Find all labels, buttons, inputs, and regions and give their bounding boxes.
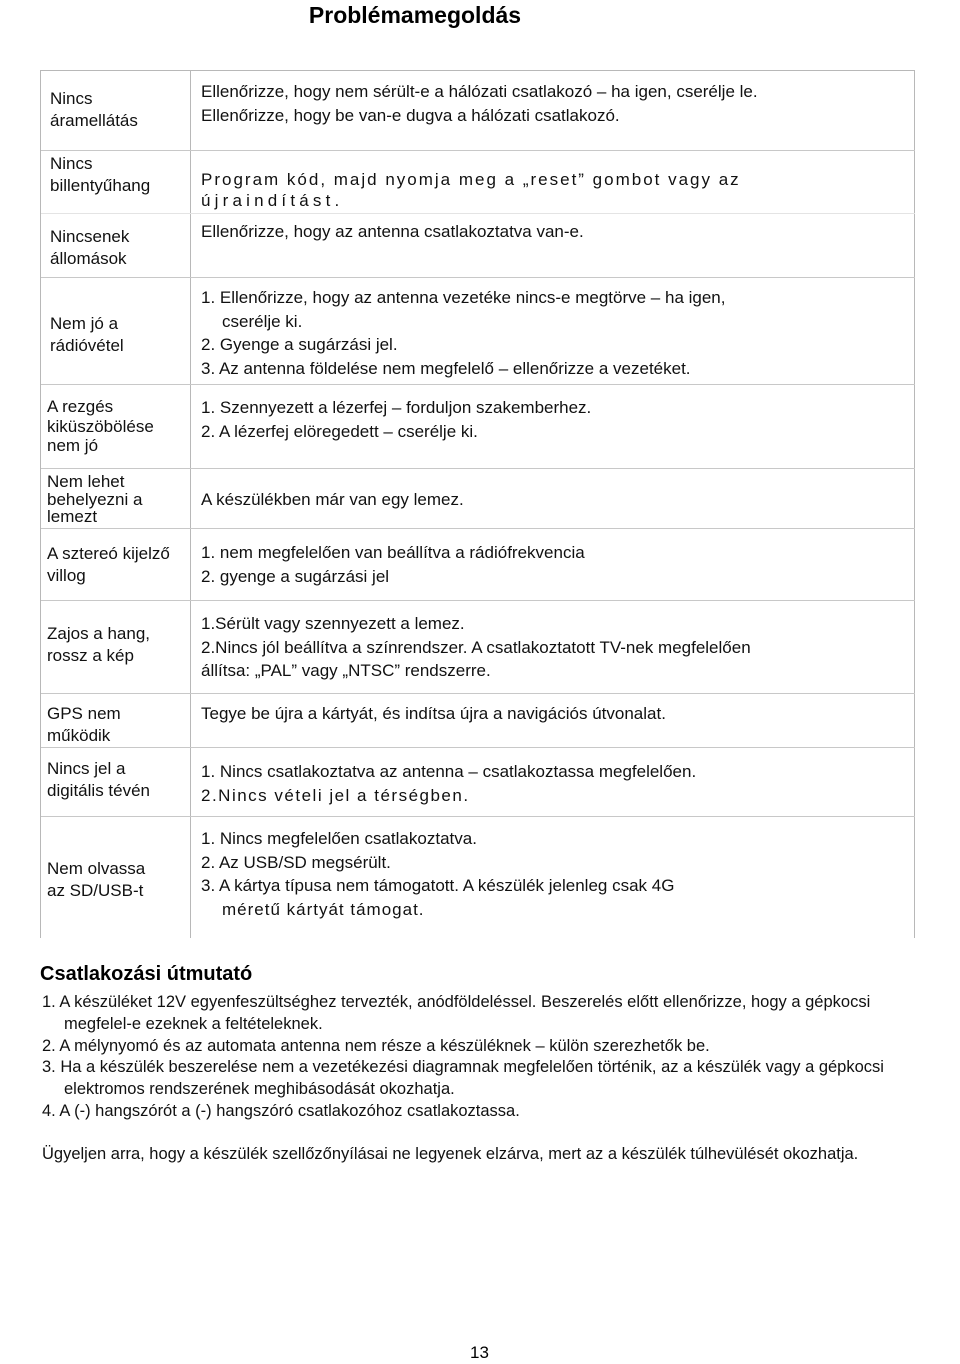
solution-text: Program kód, majd nyomja meg a „reset” gombot vagy az: [201, 170, 741, 189]
problem-text: Nincs: [50, 154, 93, 173]
solution-text: 3. A kártya típusa nem támogatott. A készülék jelenleg csak 4G: [201, 876, 675, 895]
problem-text: rossz a kép: [47, 645, 134, 665]
problem-text: Nem lehet: [47, 472, 125, 491]
problem-text: nem jó: [47, 436, 99, 455]
solution-text: 1. Szennyezett a lézerfej – forduljon szakemberhez.: [201, 398, 592, 417]
problem-text: billentyűhang: [50, 175, 151, 195]
instruction-item: 4. A (-) hangszórót a (-) hangszóró csatlakozóhoz csatlakoztassa.: [42, 1101, 520, 1120]
solution-text: 1.Sérült vagy szennyezett a lemez.: [201, 614, 465, 633]
row-divider: [41, 150, 915, 151]
instruction-item: 3. Ha a készülék beszerelése nem a vezetékezési diagramnak megfelelően történik, az a készülék vagy a gépkocsi elektromos rendszerének meghibásodását okozhatja.: [42, 1058, 884, 1099]
problem-cell: [47, 858, 145, 901]
solution-cell: [201, 702, 666, 726]
problem-text: kiküszöbölése: [47, 416, 154, 436]
solution-text: állítsa: „PAL” vagy „NTSC” rendszerre.: [201, 661, 491, 680]
solution-cell: [201, 396, 591, 443]
solution-text: Ellenőrizze, hogy nem sérült-e a hálózati csatlakozó – ha igen, cserélje le.: [201, 82, 758, 101]
problem-cell: [47, 703, 121, 746]
problem-text: állomások: [50, 248, 127, 268]
solution-text: 2. A lézerfej elöregedett – cserélje ki.: [201, 421, 478, 441]
problem-text: rádióvétel: [50, 335, 124, 355]
problem-text: lemezt: [47, 507, 98, 526]
problem-text: áramellátás: [50, 110, 138, 130]
problem-cell: [47, 397, 154, 456]
solution-cell: [201, 169, 741, 211]
instruction-list: [42, 992, 932, 1123]
problem-text: Nincsenek: [50, 227, 130, 246]
page-title: Problémamegoldás: [308, 2, 522, 28]
row-divider: [41, 747, 915, 748]
solution-text: Ellenőrizze, hogy az antenna csatlakoztatva van-e.: [201, 222, 584, 241]
solution-text: 3. Az antenna földelése nem megfelelő – ellenőrizze a vezetéket.: [201, 358, 691, 378]
problem-cell: [47, 543, 170, 586]
problem-text: A rezgés: [47, 397, 114, 416]
problem-cell: [50, 226, 129, 269]
solution-text: 2.Nincs jól beállítva a színrendszer. A csatlakoztatott TV-nek megfelelően: [201, 637, 751, 657]
solution-cell: [201, 488, 464, 512]
problem-cell: [47, 473, 142, 526]
solution-cell: [201, 612, 751, 683]
solution-cell: [201, 220, 584, 244]
problem-cell: [50, 153, 150, 196]
instruction-item: 2. A mélynyomó és az automata antenna nem része a készüléknek – külön szerezhetők be.: [42, 1036, 710, 1055]
problem-text: működik: [47, 725, 111, 745]
solution-text: 2.Nincs vételi jel a térségben.: [201, 785, 470, 805]
problem-text: Nincs jel a: [47, 759, 126, 778]
warning-note: Ügyeljen arra, hogy a készülék szellőzőnyílásai ne legyenek elzárva, mert az a készülék túlhevülését okozhatja.: [42, 1145, 859, 1163]
row-divider: [41, 277, 915, 278]
solution-text: A készülékben már van egy lemez.: [201, 490, 464, 509]
solution-text: újraindítást.: [201, 191, 344, 210]
row-divider: [41, 213, 915, 214]
problem-text: Nem olvassa: [47, 859, 146, 878]
page-number: 13: [470, 1343, 489, 1362]
problem-cell: [50, 88, 138, 131]
problem-cell: [47, 758, 150, 801]
solution-text: 1. nem megfelelően van beállítva a rádiófrekvencia: [201, 543, 585, 562]
problem-text: digitális tévén: [47, 780, 151, 800]
solution-text: 1. Nincs megfelelően csatlakoztatva.: [201, 829, 477, 848]
solution-text: Ellenőrizze, hogy be van-e dugva a hálózati csatlakozó.: [201, 105, 620, 125]
problem-text: villog: [47, 565, 86, 585]
row-divider: [41, 384, 915, 385]
row-divider: [41, 693, 915, 694]
problem-text: az SD/USB-t: [47, 880, 144, 900]
solution-text: 1. Nincs csatlakoztatva az antenna – csatlakoztassa megfelelően.: [201, 762, 697, 781]
solution-cell: [201, 827, 674, 921]
row-divider: [41, 468, 915, 469]
solution-cell: [201, 760, 696, 807]
solution-text: Tegye be újra a kártyát, és indítsa újra a navigációs útvonalat.: [201, 704, 666, 723]
solution-text: cserélje ki.: [222, 311, 303, 331]
problem-text: Zajos a hang,: [47, 624, 151, 643]
instruction-item: 1. A készüléket 12V egyenfeszültséghez tervezték, anódföldeléssel. Beszerelés előtt ellenőrizze, hogy a gépkocsi megfelel-e ezeknek a feltételeknek.: [42, 993, 871, 1033]
row-divider: [41, 600, 915, 601]
problem-text: Nincs: [50, 89, 93, 108]
problem-cell: [47, 623, 150, 666]
problem-text: Nem jó a: [50, 314, 119, 333]
section-heading: Csatlakozási útmutató: [40, 963, 253, 985]
solution-text: méretű kártyát támogat.: [222, 899, 425, 919]
row-divider: [41, 528, 915, 529]
problem-cell: [50, 313, 124, 356]
solution-text: 1. Ellenőrizze, hogy az antenna vezetéke nincs-e megtörve – ha igen,: [201, 288, 726, 307]
column-divider: [190, 70, 191, 938]
problem-text: A sztereó kijelző: [47, 544, 170, 563]
solution-cell: [201, 541, 585, 588]
solution-cell: [201, 80, 758, 127]
solution-text: 2. Gyenge a sugárzási jel.: [201, 335, 398, 354]
problem-text: GPS nem: [47, 704, 121, 723]
solution-cell: [201, 286, 726, 380]
row-divider: [41, 816, 915, 817]
problem-text: behelyezni a: [47, 489, 143, 509]
solution-text: 2. Az USB/SD megsérült.: [201, 852, 391, 872]
solution-text: 2. gyenge a sugárzási jel: [201, 566, 390, 586]
